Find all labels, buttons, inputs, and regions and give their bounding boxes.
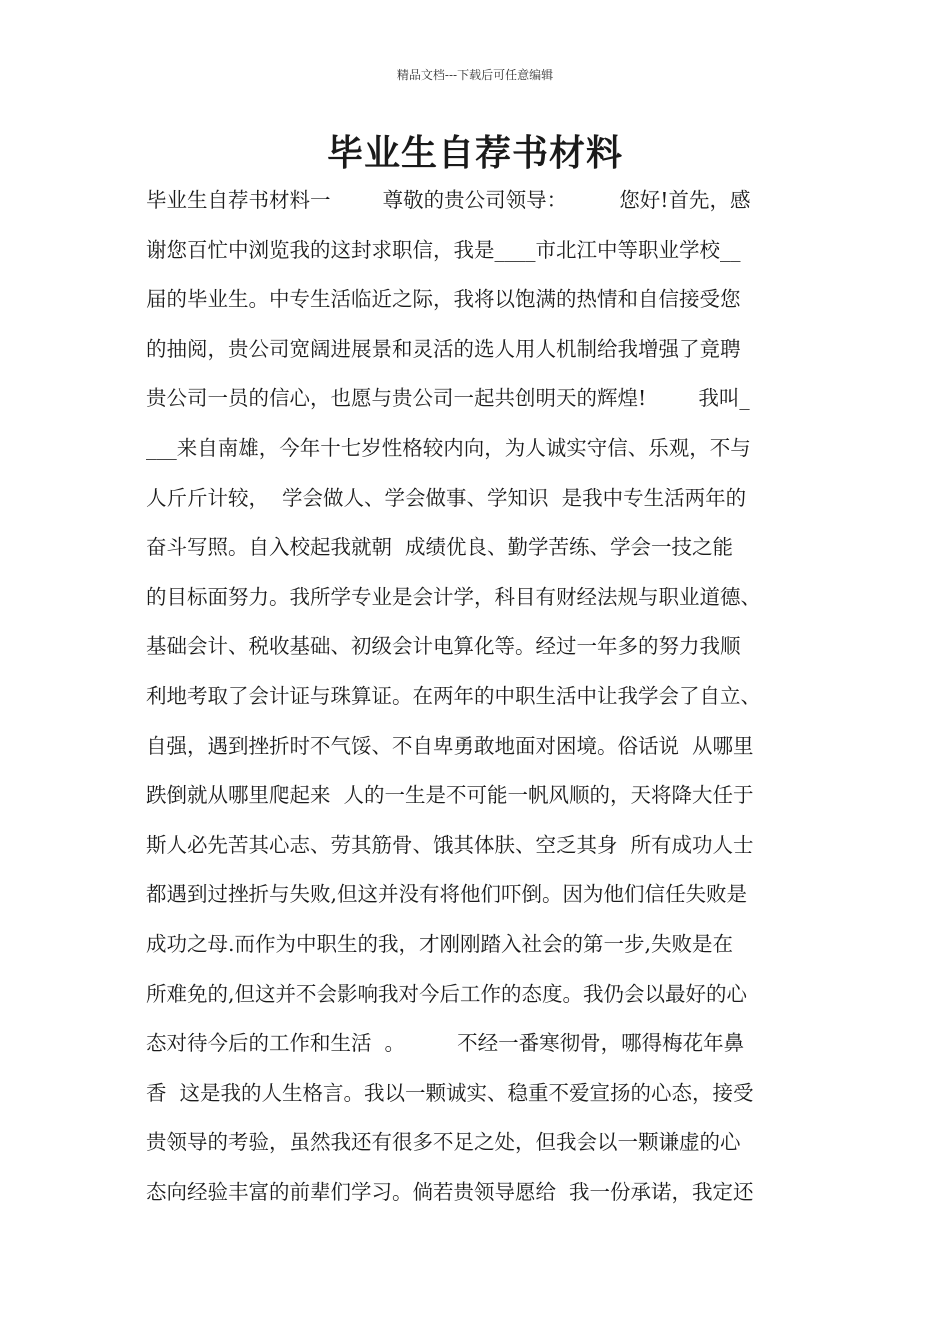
document-body bbox=[146, 180, 836, 1221]
body-line: 自强，遇到挫折时不气馁、不自卑勇敢地面对困境。俗话说 从哪里 bbox=[146, 733, 754, 758]
body-line: 斯人必先苦其心志、劳其筋骨、饿其体肤、空乏其身 所有成功人士 bbox=[146, 832, 754, 857]
body-line: 贵领导的考验，虽然我还有很多不足之处，但我会以一颗谦虚的心 bbox=[146, 1130, 741, 1155]
body-line: 香 这是我的人生格言。我以一颗诚实、稳重不爱宣扬的心态，接受 bbox=[146, 1080, 754, 1105]
page-header-note: 精品文档---下载后可任意编辑 bbox=[396, 68, 554, 82]
document-title: 毕业生自荐书材料 bbox=[326, 132, 623, 174]
body-line: 届的毕业生。中专生活临近之际，我将以饱满的热情和自信接受您 bbox=[146, 287, 741, 312]
body-line: 毕业生自荐书材料一 尊敬的贵公司领导： 您好!首先，感 bbox=[146, 188, 751, 212]
body-line: 都遇到过挫折与失败,但这并没有将他们吓倒。因为他们信任失败是 bbox=[146, 882, 748, 907]
body-line: 所难免的,但这并不会影响我对今后工作的态度。我仍会以最好的心 bbox=[146, 981, 748, 1006]
body-line: 态对待今后的工作和生活 。 不经一番寒彻骨，哪得梅花年鼻 bbox=[146, 1031, 745, 1056]
body-line: 成功之母.而作为中职生的我，才刚刚踏入社会的第一步,失败是在 bbox=[146, 931, 734, 956]
body-line: 奋斗写照。自入校起我就朝 成绩优良、勤学苦练、学会一技之能 bbox=[146, 535, 734, 560]
body-line: 利地考取了会计证与珠算证。在两年的中职生活中让我学会了自立、 bbox=[146, 683, 761, 708]
body-line: 态向经验丰富的前辈们学习。倘若贵领导愿给 我一份承诺，我定还 bbox=[146, 1179, 754, 1204]
body-line: 的目标面努力。我所学专业是会计学，科目有财经法规与职业道德、 bbox=[146, 584, 761, 609]
body-line: 谢您百忙中浏览我的这封求职信，我是____市北江中等职业学校__ bbox=[146, 237, 741, 262]
body-line: ___来自南雄，今年十七岁性格较内向，为人诚实守信、乐观，不与 bbox=[146, 435, 751, 460]
body-line: 跌倒就从哪里爬起来 人的一生是不可能一帆风顺的，天将降大任于 bbox=[146, 783, 754, 808]
body-line: 贵公司一员的信心，也愿与贵公司一起共创明天的辉煌! 我叫_ bbox=[146, 386, 750, 411]
body-line: 基础会计、税收基础、初级会计电算化等。经过一年多的努力我顺 bbox=[146, 634, 741, 659]
body-line: 的抽阅，贵公司宽阔进展景和灵活的选人用人机制给我增强了竟聘 bbox=[146, 336, 741, 361]
body-line: 人斤斤计较， 学会做人、学会做事、学知识 是我中专生活两年的 bbox=[146, 485, 747, 510]
